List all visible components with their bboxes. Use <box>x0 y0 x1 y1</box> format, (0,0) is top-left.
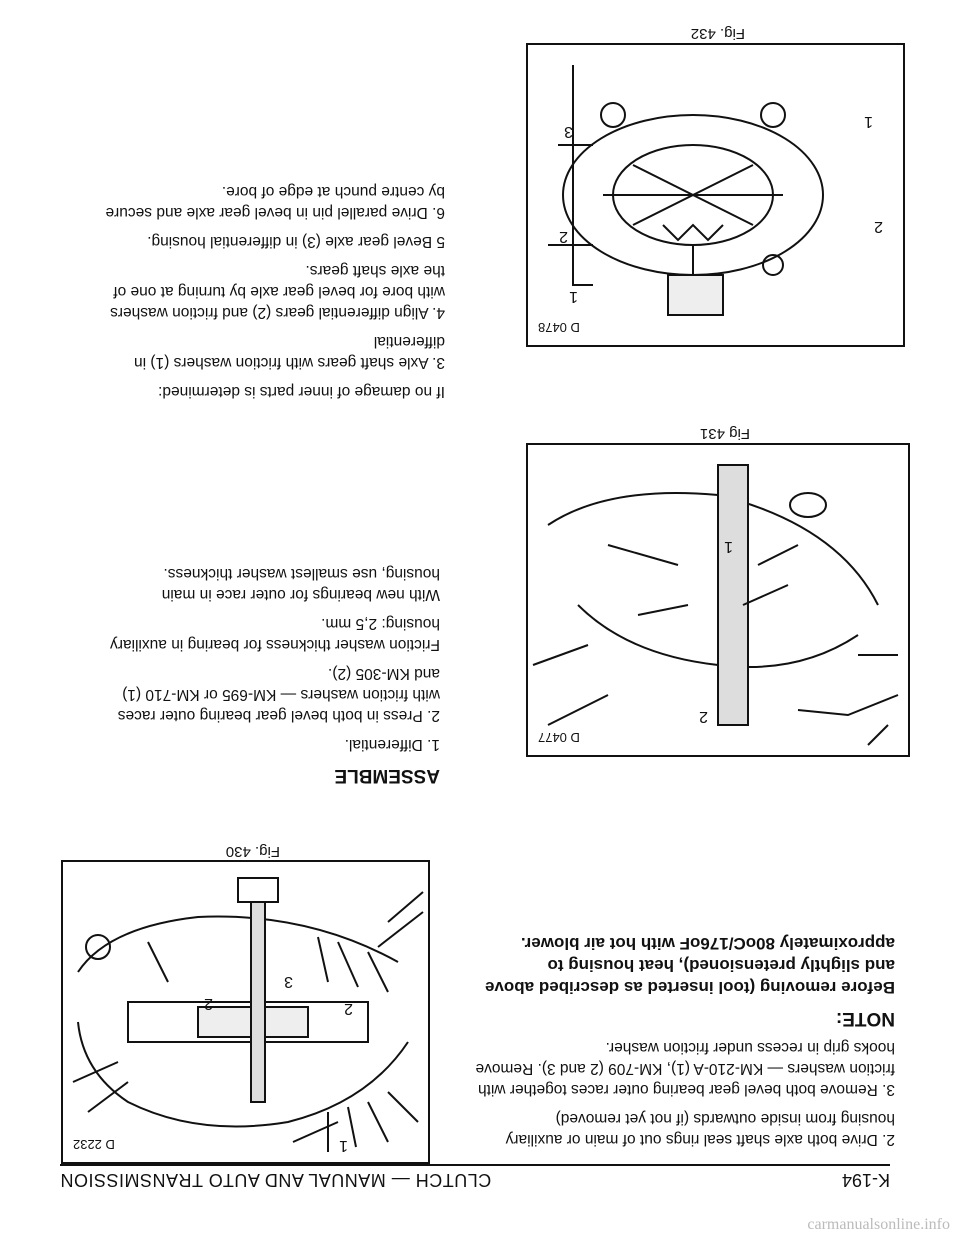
assemble-step-6: 6. Drive parallel pin in bevel gear axle and secure by centre punch at edge of bore. <box>105 183 445 221</box>
note-text: Before removing (tool inserted as described above and slightly pretensioned), heat housing to approximately 80oC/176oF with hot air blower. <box>484 934 895 997</box>
step-3-text: 3. Remove both bevel gear bearing outer races together with friction washers — KM-210-A (1), KM-709 (2 and 3). Remove hooks grip in recess under friction washer. <box>475 1039 895 1098</box>
fig432-callout-1b: 1 <box>864 113 873 130</box>
assemble-step-4: 4. Align differential gears (2) and friction washers with bore for bevel gear axle by turning at one of the axle shaft gears. <box>110 262 445 321</box>
assemble-condition: If no damage of inner parts is determined: <box>158 383 445 400</box>
fig430-callout-1: 1 <box>339 1137 348 1154</box>
figure-430-drawing <box>63 862 428 1162</box>
fig430-code: D 2232 <box>73 1137 115 1152</box>
fig430-caption: Fig. 430 <box>225 843 280 860</box>
fig431-code: D 0477 <box>538 730 580 745</box>
right-text-column-2 <box>105 173 445 402</box>
assemble-step-2-friction: Friction washer thickness for bearing in auxiliary housing: 2,5 mm. <box>110 615 440 653</box>
watermark-url: carmanualsonline.info <box>807 1216 950 1233</box>
figure-432-drawing <box>528 45 903 345</box>
figure-431-drawing <box>528 445 908 755</box>
fig432-code: D 0478 <box>538 320 580 335</box>
fig431-callout-2: 2 <box>699 708 708 725</box>
fig432-callout-1: 1 <box>569 288 578 305</box>
section-title: CLUTCH — MANUAL AND AUTO TRANSMISSION <box>60 1170 492 1190</box>
assemble-step-2-new: With new bearings for outer race in main housing, use smallest washer thickness. <box>161 565 440 603</box>
fig432-callout-2b: 2 <box>874 218 883 235</box>
assemble-step-2: 2. Press in both bevel gear bearing outer races with friction washers — KM-695 or KM-710 (1) and KM-305 (2). <box>117 665 440 724</box>
assemble-step-1: 1. Differential. <box>344 736 440 753</box>
page-number: K-194 <box>841 1170 890 1190</box>
figure-431 <box>526 443 910 757</box>
left-text-column <box>475 924 895 1150</box>
fig430-callout-2: 2 <box>204 995 213 1012</box>
fig430-callout-3: 3 <box>284 973 293 990</box>
step-2-text: 2. Drive both axle shaft seal rings out of main or auxiliary housing from inside outwards (if not yet removed) <box>505 1110 895 1148</box>
fig431-callout-1: 1 <box>724 538 733 555</box>
assemble-step-3: 3. Axle shaft gears with friction washers (1) in differential <box>134 333 445 371</box>
figure-432 <box>526 43 905 347</box>
fig432-callout-3: 3 <box>564 123 573 140</box>
assemble-step-5: 5 Bevel gear axle (3) in differential housing. <box>147 233 445 250</box>
page-header <box>60 1164 890 1190</box>
right-text-column <box>110 555 440 792</box>
fig432-callout-2: 2 <box>559 228 568 245</box>
fig432-caption: Fig. 432 <box>690 25 745 42</box>
fig431-caption: Fig 431 <box>699 425 750 442</box>
fig430-callout-2b: 2 <box>344 1000 353 1017</box>
assemble-heading: ASSEMBLE <box>334 765 440 786</box>
note-label: NOTE: <box>835 1008 895 1029</box>
figure-430 <box>61 860 430 1164</box>
